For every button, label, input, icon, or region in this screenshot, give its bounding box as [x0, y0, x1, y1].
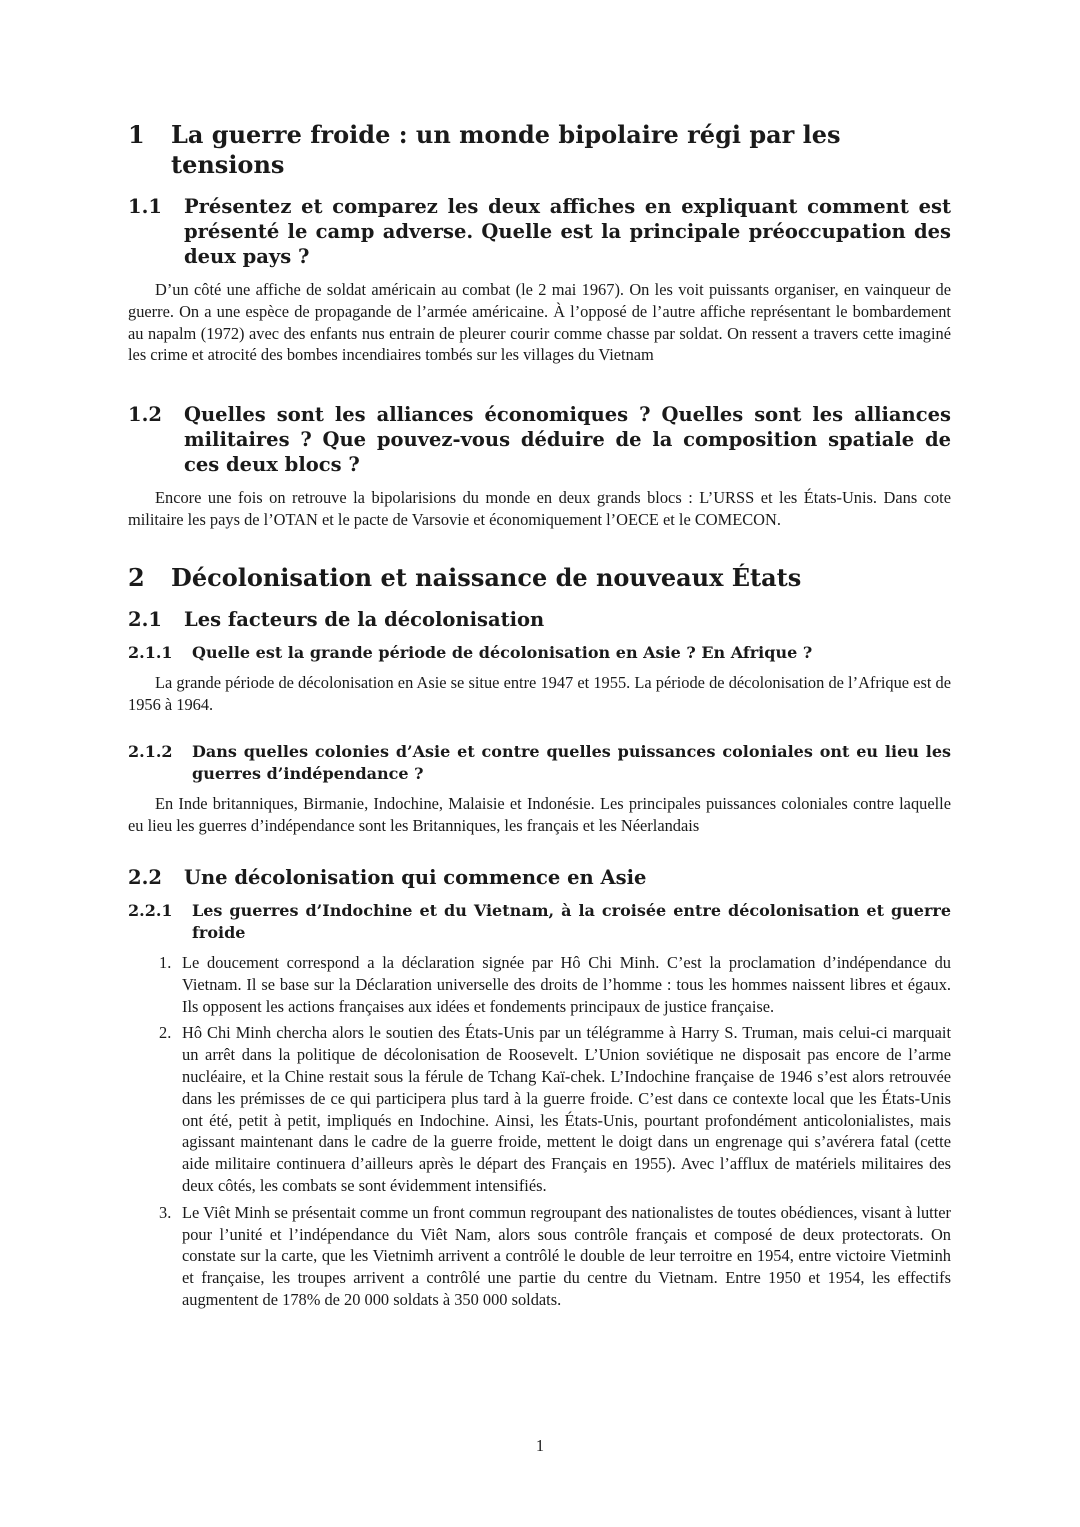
- list-item: [159, 1022, 951, 1196]
- paragraph-2-1-2: En Inde britanniques, Birmanie, Indochine, Malaisie et Indonésie. Les principales puissances coloniales contre laquelle eu lieu les guerres d’indépendance sont les Britanniques, les français et les Néerlandais: [128, 794, 951, 836]
- paragraph-2-1-1: La grande période de décolonisation en Asie se situe entre 1947 et 1955. La période de décolonisation de l’Afrique est de 1956 à 1964.: [128, 672, 951, 714]
- subsubsection-title: Dans quelles colonies d’Asie et contre quelles puissances coloniales ont eu lieu les guerres d’indépendance ?: [192, 742, 951, 784]
- section-number: 2: [128, 562, 145, 592]
- list-marker: 3.: [159, 1202, 172, 1222]
- subsection-heading-1-1: [128, 194, 951, 269]
- subsubsection-title: Les guerres d’Indochine et du Vietnam, à la croisée entre décolonisation et guerre froide: [192, 900, 951, 942]
- subsubsection-number: 2.2.1: [128, 900, 173, 920]
- numbered-list: [128, 952, 951, 1311]
- list-item: [159, 952, 951, 1017]
- section-title: Décolonisation et naissance de nouveaux États: [171, 562, 802, 592]
- paragraph-1-2: Encore une fois on retrouve la bipolarisions du monde en deux grands blocs : L’URSS et les États-Unis. Dans cote militaire les pays de l’OTAN et le pacte de Varsovie et économiquement l’OECE et le COMECON.: [128, 488, 951, 529]
- subsection-number: 2.2: [128, 865, 162, 889]
- subsubsection-heading-2-2-1: [128, 900, 951, 944]
- section-heading-1: [128, 120, 951, 180]
- list-item: [159, 1202, 951, 1311]
- subsection-title: Quelles sont les alliances économiques ? Quelles sont les alliances militaires ? Que pouvez-vous déduire de la composition spatiale de ces deux blocs ?: [184, 403, 951, 477]
- subsection-heading-2-2: [128, 865, 951, 890]
- subsection-number: 1.1: [128, 195, 162, 218]
- subsection-title: Présentez et comparez les deux affiches en expliquant comment est présenté le camp adverse. Quelle est la principale préoccupation des deux pays ?: [184, 195, 951, 268]
- page-number: 1: [535, 1436, 545, 1455]
- subsection-number: 2.1: [128, 607, 162, 631]
- subsection-title: Une décolonisation qui commence en Asie: [184, 865, 647, 889]
- document-body: [128, 120, 951, 1316]
- subsection-title: Les facteurs de la décolonisation: [184, 607, 545, 631]
- section-heading-2: [128, 563, 951, 593]
- subsection-heading-1-2: [128, 402, 951, 477]
- subsubsection-heading-2-1-2: [128, 741, 951, 785]
- list-marker: 2.: [159, 1023, 172, 1043]
- section-title: La guerre froide : un monde bipolaire régi par les tensions: [171, 120, 841, 179]
- subsection-heading-2-1: [128, 607, 951, 632]
- list-item-text: Hô Chi Minh chercha alors le soutien des États-Unis par un télégramme à Harry S. Truman, mais celui-ci marquait un arrêt dans la politique de décolonisation de Roosevelt. L’Union soviétique ne disposait pas encore de l’arme nucléaire, et la Chine restait sous la férule de Tchang Kaï-chek. L’Indochine française de 1946 s’est alors retrouvée dans les prémisses de ce qui participera plus tard à la guerre froide. C’est dans ce contexte local que les États-Unis ont été, petit à petit, impliqués en Indochine. Ainsi, les États-Unis, pourtant profondément anticolonialistes, mais agissant maintenant dans le cadre de la guerre froide, mettent le doigt dans un engrenage qui s’avérera fatal (cette aide militaire continuera d’ailleurs après le départ des Français en 1955). Avec l’afflux de matériels militaires des deux côtés, les combats se sont évidemment intensifiés.: [182, 1023, 951, 1195]
- subsubsection-number: 2.1.1: [128, 642, 173, 662]
- list-marker: 1.: [159, 952, 172, 972]
- subsubsection-heading-2-1-1: [128, 642, 951, 664]
- subsubsection-number: 2.1.2: [128, 742, 173, 762]
- paragraph-1-1: D’un côté une affiche de soldat américain au combat (le 2 mai 1967). On les voit puissants organiser, en vainqueur de guerre. On a une espèce de propagande de l’armée américaine. À l’opposé de l’autre affiche représentant le bombardement au napalm (1972) avec des enfants nus entrain de pleurer courir comme chasse par soldat. On ressent a travers cette imaginé les crime et atrocité des bombes incendiaires tombés sur les villages du Vietnam: [128, 280, 951, 365]
- subsubsection-title: Quelle est la grande période de décolonisation en Asie ? En Afrique ?: [192, 642, 813, 662]
- subsection-number: 1.2: [128, 403, 162, 427]
- section-number: 1: [128, 120, 145, 149]
- list-item-text: Le doucement correspond a la déclaration signée par Hô Chi Minh. C’est la proclamation d’indépendance du Vietnam. Il se base sur la Déclaration universelle des droits de l’homme : tous les hommes naissent libres et égaux. Ils opposent les actions françaises aux idées et fondements principaux de justice française.: [182, 952, 951, 1016]
- list-item-text: Le Viêt Minh se présentait comme un front commun regroupant des nationalistes de toutes obédiences, visant à lutter pour l’unité et l’indépendance du Viêt Nam, alors sous contrôle français et composé de deux protectorats. On constate sur la carte, que les Vietnimh arrivent a contrôlé le double de leur terroitre en 1954, entre victoire Vietminh et française, les troupes arrivent a contrôlé une partie du centre du Vietnam. Entre 1950 et 1954, les effectifs augmentent de 178% de 20 000 soldats à 350 000 soldats.: [182, 1202, 951, 1309]
